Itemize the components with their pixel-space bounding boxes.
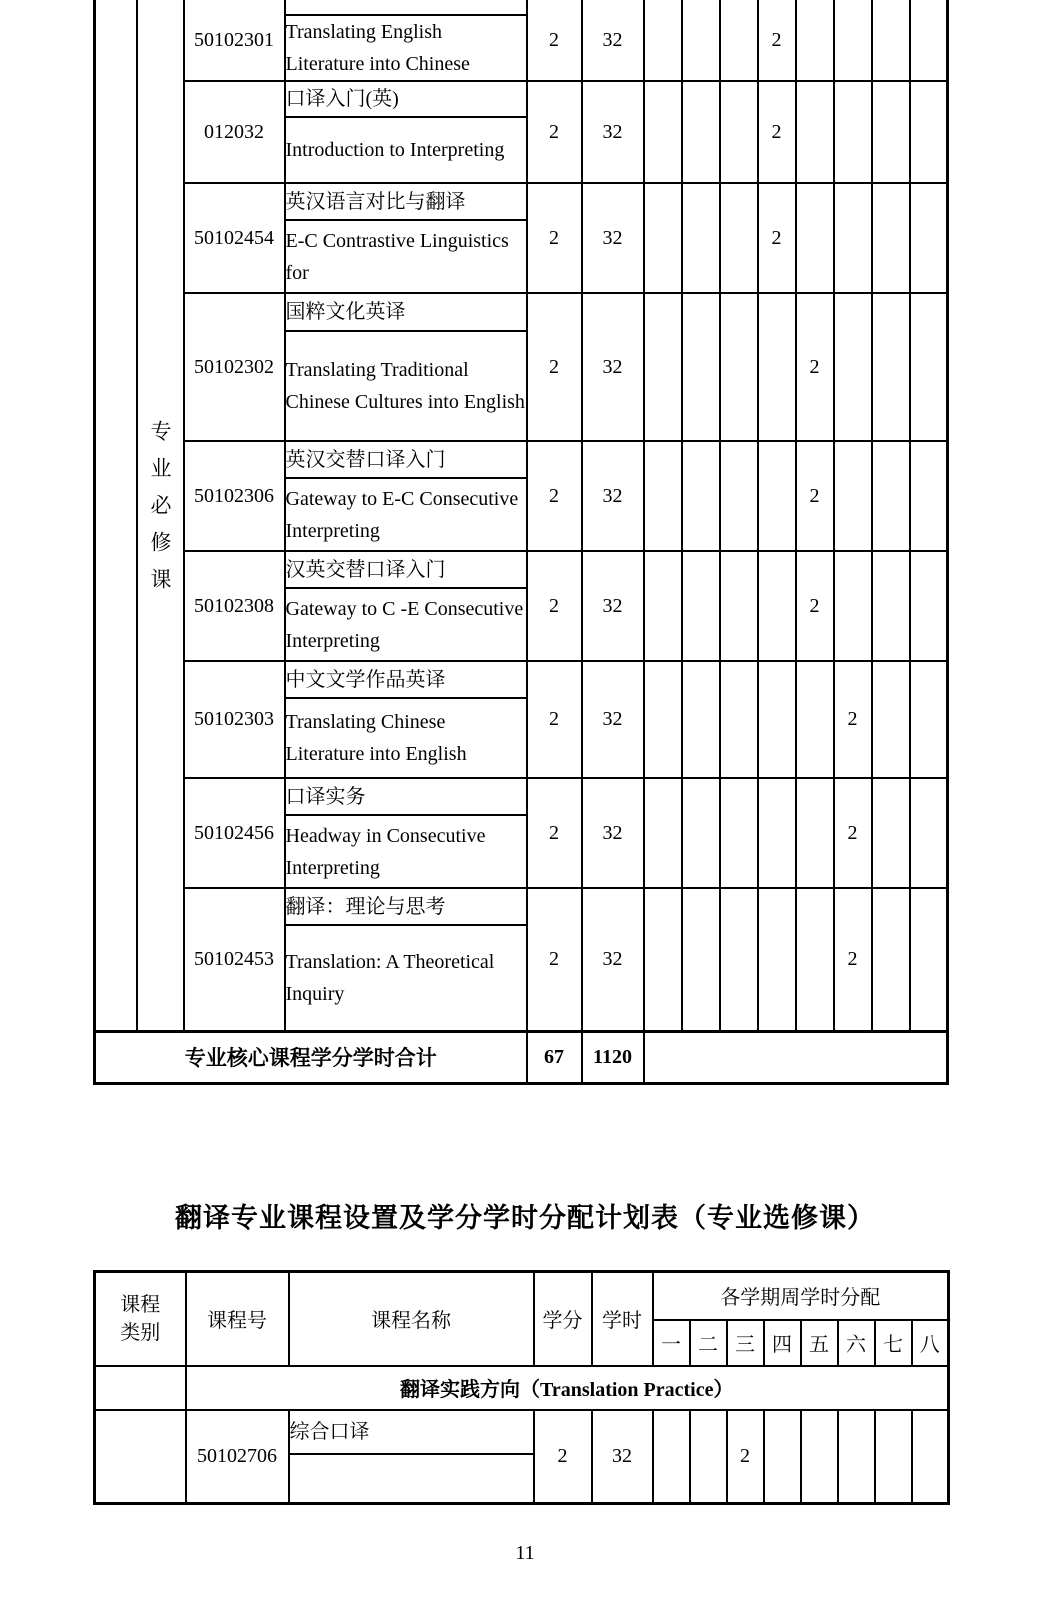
- sem-4: [758, 778, 796, 888]
- header-category: 课程类别: [95, 1272, 186, 1366]
- course-credits: 2: [527, 661, 582, 778]
- course-name-en: E-C Contrastive Linguistics for: [285, 220, 527, 293]
- course-name-en: Headway in Consecutive Interpreting: [285, 815, 527, 888]
- course-name-zh: 汉英交替口译入门: [285, 551, 527, 588]
- header-sem-4: 四: [764, 1320, 801, 1366]
- course-credits: 2: [527, 888, 582, 1031]
- sem-2: [682, 778, 720, 888]
- course-code: 50102306: [184, 441, 285, 551]
- sem-6: 2: [834, 661, 872, 778]
- sem-2: [682, 293, 720, 441]
- course-credits: 2: [527, 778, 582, 888]
- sem-3: [720, 441, 758, 551]
- sem-6: [838, 1410, 875, 1504]
- sem-3: [720, 0, 758, 81]
- course-hours: 32: [582, 293, 644, 441]
- sem-6: 2: [834, 888, 872, 1031]
- sem-3: [720, 81, 758, 183]
- sem-6: [834, 551, 872, 661]
- course-name-zh: 综合口译: [289, 1410, 534, 1454]
- sem-4: 2: [758, 0, 796, 81]
- required-courses-table: [93, 0, 949, 1085]
- sem-6: [834, 183, 872, 293]
- header-sem-8: 八: [912, 1320, 949, 1366]
- sem-5: [796, 183, 834, 293]
- sem-3: [720, 778, 758, 888]
- course-hours: 32: [582, 551, 644, 661]
- sem-1: [644, 661, 682, 778]
- course-hours: 32: [582, 183, 644, 293]
- sem-7: [872, 81, 910, 183]
- course-hours: 32: [582, 81, 644, 183]
- sem-5: 2: [796, 293, 834, 441]
- sem-2: [682, 81, 720, 183]
- sem-1: [644, 293, 682, 441]
- sem-7: [872, 778, 910, 888]
- course-name-zh: 翻译：理论与思考: [285, 888, 527, 925]
- course-credits: 2: [527, 441, 582, 551]
- course-name-en: Translating Chinese Literature into English: [285, 698, 527, 778]
- sem-1: [644, 183, 682, 293]
- sem-4: [758, 661, 796, 778]
- header-name: 课程名称: [289, 1272, 534, 1366]
- summary-label: 专业核心课程学分学时合计: [95, 1031, 527, 1083]
- sem-6: [834, 0, 872, 81]
- sem-7: [872, 888, 910, 1031]
- sem-8: [910, 183, 948, 293]
- direction-label: 翻译实践方向（Translation Practice）: [186, 1366, 949, 1410]
- summary-credits: 67: [527, 1031, 582, 1083]
- header-sem-1: 一: [653, 1320, 690, 1366]
- sem-2: [682, 551, 720, 661]
- sem-1: [653, 1410, 690, 1504]
- sem-8: [910, 0, 948, 81]
- course-name-en: Introduction to Interpreting: [285, 117, 527, 183]
- course-name-en: Gateway to E-C Consecutive Interpreting: [285, 478, 527, 551]
- sem-5: [796, 888, 834, 1031]
- header-credits: 学分: [534, 1272, 592, 1366]
- sem-7: [872, 293, 910, 441]
- category-cell: [95, 1410, 186, 1504]
- course-name-en: [289, 1454, 534, 1504]
- sem-3: [720, 183, 758, 293]
- sem-6: [834, 441, 872, 551]
- course-code: 50102453: [184, 888, 285, 1031]
- sem-4: 2: [758, 81, 796, 183]
- course-code: 50102454: [184, 183, 285, 293]
- sem-7: [872, 551, 910, 661]
- sem-1: [644, 778, 682, 888]
- course-code: 50102456: [184, 778, 285, 888]
- sem-3: [720, 888, 758, 1031]
- course-code: 50102303: [184, 661, 285, 778]
- sem-1: [644, 551, 682, 661]
- sem-4: [758, 293, 796, 441]
- course-hours: 32: [582, 0, 644, 81]
- sem-5: [796, 778, 834, 888]
- course-credits: 2: [527, 293, 582, 441]
- course-credits: 2: [527, 0, 582, 81]
- sem-4: [764, 1410, 801, 1504]
- sem-1: [644, 81, 682, 183]
- sem-6: [834, 81, 872, 183]
- course-hours: 32: [582, 778, 644, 888]
- category-label-cell: [137, 0, 184, 1031]
- course-code: 50102706: [186, 1410, 289, 1504]
- elective-courses-table: [93, 1270, 950, 1467]
- course-code: 50102302: [184, 293, 285, 441]
- sem-2: [682, 888, 720, 1031]
- course-name-en: Translating English Literature into Chinese: [285, 15, 527, 81]
- course-hours: 32: [592, 1410, 653, 1504]
- sem-4: 2: [758, 183, 796, 293]
- sem-4: [758, 551, 796, 661]
- header-sem-2: 二: [690, 1320, 727, 1366]
- sem-6: [834, 293, 872, 441]
- sem-4: [758, 441, 796, 551]
- sem-1: [644, 441, 682, 551]
- sem-2: [682, 661, 720, 778]
- course-name-en: Translation: A Theoretical Inquiry: [285, 925, 527, 1031]
- category-label: 专业必修课: [148, 419, 172, 605]
- sem-7: [872, 661, 910, 778]
- course-name-en: Gateway to C -E Consecutive Interpreting: [285, 588, 527, 661]
- course-name-zh: 国粹文化英译: [285, 293, 527, 331]
- sem-8: [910, 81, 948, 183]
- course-credits: 2: [534, 1410, 592, 1504]
- course-name-zh: 英汉交替口译入门: [285, 441, 527, 478]
- course-code: 50102301: [184, 0, 285, 81]
- course-name-zh-cut: [285, 0, 527, 15]
- sem-3: [720, 551, 758, 661]
- course-name-zh: 口译实务: [285, 778, 527, 815]
- sem-7: [872, 441, 910, 551]
- category-outer-cell: [95, 0, 137, 1031]
- summary-hours: 1120: [582, 1031, 644, 1083]
- course-hours: 32: [582, 441, 644, 551]
- sem-8: [910, 441, 948, 551]
- sem-8: [910, 293, 948, 441]
- sem-8: [912, 1410, 949, 1504]
- sem-5: [796, 81, 834, 183]
- sem-5: [796, 661, 834, 778]
- header-sem-6: 六: [838, 1320, 875, 1366]
- sem-8: [910, 888, 948, 1031]
- sem-7: [875, 1410, 912, 1504]
- sem-7: [872, 183, 910, 293]
- sem-2: [690, 1410, 727, 1504]
- sem-1: [644, 0, 682, 81]
- course-name-zh: 中文文学作品英译: [285, 661, 527, 698]
- header-semester-group: 各学期周学时分配: [653, 1272, 949, 1320]
- course-hours: 32: [582, 888, 644, 1031]
- sem-2: [682, 0, 720, 81]
- course-credits: 2: [527, 183, 582, 293]
- header-sem-7: 七: [875, 1320, 912, 1366]
- sem-4: [758, 888, 796, 1031]
- page-number: 11: [515, 1542, 535, 1564]
- sem-2: [682, 441, 720, 551]
- section-title: 翻译专业课程设置及学分学时分配计划表（专业选修课）: [175, 1203, 875, 1233]
- header-sem-5: 五: [801, 1320, 838, 1366]
- sem-7: [872, 0, 910, 81]
- sem-1: [644, 888, 682, 1031]
- header-hours: 学时: [592, 1272, 653, 1366]
- sem-3: [720, 293, 758, 441]
- course-code: 50102308: [184, 551, 285, 661]
- header-sem-3: 三: [727, 1320, 764, 1366]
- sem-5: [801, 1410, 838, 1504]
- sem-8: [910, 661, 948, 778]
- course-credits: 2: [527, 81, 582, 183]
- sem-3: 2: [727, 1410, 764, 1504]
- course-name-zh: 英汉语言对比与翻译: [285, 183, 527, 220]
- course-hours: 32: [582, 661, 644, 778]
- sem-5: [796, 0, 834, 81]
- summary-empty-cell: [644, 1031, 948, 1083]
- course-credits: 2: [527, 551, 582, 661]
- course-name-zh: 口译入门(英): [285, 81, 527, 117]
- sem-2: [682, 183, 720, 293]
- sem-5: 2: [796, 441, 834, 551]
- sem-3: [720, 661, 758, 778]
- direction-category-cell: [95, 1366, 186, 1410]
- sem-5: 2: [796, 551, 834, 661]
- course-name-en: Translating Traditional Chinese Cultures into English: [285, 331, 527, 441]
- header-code: 课程号: [186, 1272, 289, 1366]
- sem-6: 2: [834, 778, 872, 888]
- sem-8: [910, 551, 948, 661]
- course-code: 012032: [184, 81, 285, 183]
- sem-8: [910, 778, 948, 888]
